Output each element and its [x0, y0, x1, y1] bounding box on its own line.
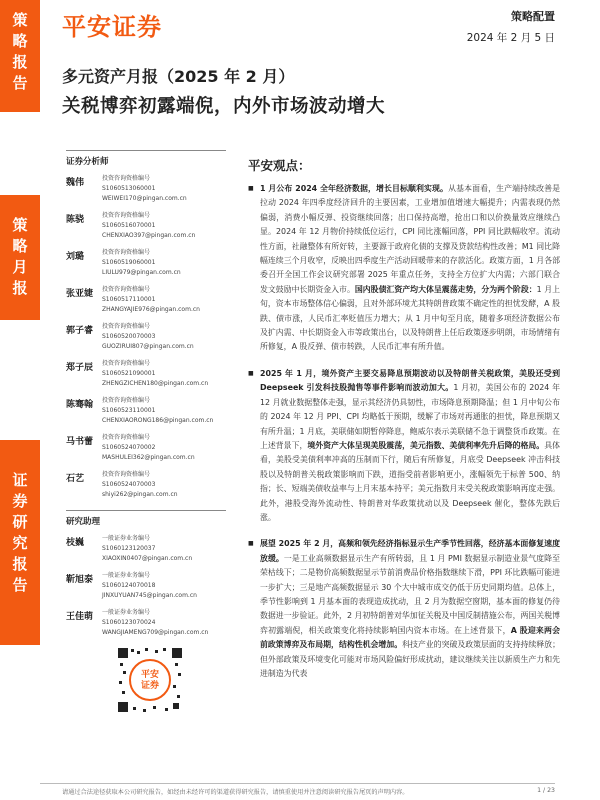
views-body — [248, 182, 560, 693]
analyst-id: S1060517110001 — [102, 296, 156, 303]
svg-text:证券: 证券 — [140, 681, 160, 691]
analyst-entry — [66, 285, 226, 315]
analyst-role: 投资咨询资格编号 — [102, 212, 151, 219]
analyst-info — [102, 285, 200, 315]
analyst-email: MASHULEI362@pingan.com.cn — [102, 454, 195, 461]
analyst-id: S1060516070001 — [102, 222, 156, 229]
analyst-name: 马书蕾 — [66, 437, 94, 447]
analyst-name: 石艺 — [66, 474, 85, 484]
analyst-id: S1060520070003 — [102, 333, 156, 340]
brand-logo: 平安证券 — [62, 13, 162, 41]
analyst-id: S1060523110001 — [102, 407, 156, 414]
view-key-point: 展望 2025 年 2 月，高频和领先经济指标显示生产季节性回落，经济基本面修复速度放缓。 — [260, 539, 560, 563]
sidebar-mid-label — [0, 215, 40, 299]
view-detail: 科技产业的突破及政策层面的支持持续释放；但外部政策及环境变化可能对市场风险偏好形成扰动，建议继续关注以新质生产力和先进制造为代表 — [260, 640, 560, 678]
view-detail: 1 月初，美国公布的 2024 年 12 月就业数据整体走强，显示其经济仍具韧性，市场降息预期降温；但 1 月中旬公布的 2024 年 12 月 PPI、CPI 均略低于预期，缓解了市场对再通胀的担忧，降息预期又有所升温；1 月底，美联储如期暂停降息，鲍威尔表示美联储不急于调整货币政策。在上述背景下， — [260, 383, 560, 450]
analyst-id: S1060123120037 — [102, 545, 156, 552]
analyst-email: LIULU979@pingan.com.cn — [102, 269, 181, 276]
analyst-email: CHENXIAO397@pingan.com.cn — [102, 232, 196, 239]
company-stamp — [115, 645, 185, 715]
analyst-id: S1060513060001 — [102, 185, 156, 192]
analyst-info — [102, 174, 187, 204]
report-series-title: 多元资产月报（2025 年 2 月） — [62, 67, 295, 86]
view-paragraph — [248, 367, 560, 525]
analyst-email: ZHANGYAJIE976@pingan.com.cn — [102, 306, 200, 313]
sidebar-mid-block — [0, 195, 40, 320]
analyst-email: shiyi262@pingan.com.cn — [102, 491, 178, 498]
analyst-entry — [66, 211, 226, 241]
view-key-point: A 股迎来两会前政策博弈及布局期，结构性机会增加。 — [260, 625, 560, 650]
footer-disclaimer: 请通过合法途径获取本公司研究报告，如经由未经许可的渠道获得研究报告，请慎重使用并注意阅读研究报告尾页的声明内容。 — [62, 789, 409, 796]
analyst-id: S1060521090001 — [102, 370, 156, 377]
view-detail: 1 月上旬，资本市场整体信心偏弱，且对外部环境尤其特朗普政策不确定性的担忧发酵，A 股跌、债市涨，人民币汇率贬值压力增大；从 1 月中旬至月底，随着多项经济数据公布及扩内需、中长期资金入市等政策出台，以及特朗普上任后政策逐步明朗，市场情绪有所修复，A 股反弹、债市转跌，人民币汇率有所升值。 — [260, 284, 560, 352]
sidebar-bottom-label — [0, 470, 40, 596]
analyst-name: 郭子睿 — [66, 326, 94, 336]
view-key-point: 境外资产大体呈现美股震荡，美元指数、美债利率先升后降的格局。 — [307, 440, 545, 450]
analyst-id: S1060524070002 — [102, 444, 156, 451]
analyst-info — [102, 534, 192, 564]
square-bullet-icon: ■ — [248, 369, 254, 377]
analyst-name: 魏伟 — [66, 178, 85, 188]
analyst-entry — [66, 608, 226, 638]
analyst-name: 郑子辰 — [66, 363, 94, 373]
analyst-name: 陈骁 — [66, 215, 85, 225]
analyst-name: 王佳萌 — [66, 612, 94, 622]
analyst-info — [102, 248, 181, 278]
analyst-info — [102, 433, 195, 463]
analyst-name: 陈骞翰 — [66, 400, 94, 410]
analyst-role: 一般证券业务编号 — [102, 572, 151, 579]
assistants-heading: 研究助理 — [66, 517, 101, 527]
analyst-role: 一般证券业务编号 — [102, 609, 151, 616]
sidebar-label-text: 证券研究报告 — [12, 471, 28, 594]
analyst-id: S1060124070018 — [102, 582, 156, 589]
analyst-role: 一般证券业务编号 — [102, 535, 151, 542]
analyst-id: S1060123070024 — [102, 619, 156, 626]
analyst-info — [102, 608, 208, 638]
analyst-entry — [66, 359, 226, 389]
assistant-list — [66, 534, 226, 638]
analyst-email: GUOZIRUI807@pingan.com.cn — [102, 343, 194, 350]
analyst-role: 投资咨询资格编号 — [102, 434, 151, 441]
sidebar-label-text: 策略月报 — [12, 216, 28, 297]
analyst-role: 投资咨询资格编号 — [102, 323, 151, 330]
analyst-role: 投资咨询资格编号 — [102, 471, 151, 478]
left-sidebar — [0, 0, 40, 800]
sidebar-bottom-block — [0, 440, 40, 645]
analyst-entry — [66, 571, 226, 601]
analyst-name: 张亚婕 — [66, 289, 94, 299]
square-bullet-icon: ■ — [248, 540, 254, 548]
analyst-email: XIAOXIN0407@pingan.com.cn — [102, 555, 193, 562]
analyst-info — [102, 571, 197, 601]
analyst-name: 枝巍 — [66, 538, 85, 548]
analyst-email: CHENXIAORONG186@pingan.com.cn — [102, 417, 214, 424]
analyst-list — [66, 174, 226, 500]
view-key-point: 1 月公布 2024 全年经济数据，增长目标顺利实现。 — [260, 184, 449, 193]
analyst-entry — [66, 534, 226, 564]
analyst-id: S1060519060001 — [102, 259, 156, 266]
report-title: 关税博弈初露端倪，内外市场波动增大 — [62, 96, 386, 117]
analyst-name: 刘璐 — [66, 252, 85, 262]
view-detail: 一是工业高频数据显示生产有所转弱，且 1 月 PMI 数据显示制造业景气度降至荣枯线下；二是物价高频数据显示节前消费品价格指数继续下滑，PPI 环比跌幅可能进一步扩大；三是地产高频数据显示 30 个大中城市成交仍低于历史同期均值。总体上，季节性影响到 1 月基本面的表现造成扰动，且 2 月为数据空窗期，基本面的修复仍待数据进一步验证。此外，2 月初特朗普对华加征关税及中国反制措施公布，两国关税博弈初露端倪，相关政策变化将持续影响国内资本市场。在上述背景下， — [260, 553, 560, 635]
page-number: 1 / 23 — [537, 787, 555, 794]
analyst-role: 投资咨询资格编号 — [102, 360, 151, 367]
svg-text:平安: 平安 — [140, 670, 160, 680]
analyst-info — [102, 211, 195, 241]
analyst-name: 靳旭泰 — [66, 575, 94, 585]
view-paragraph-text — [260, 537, 560, 681]
analyst-info — [102, 396, 213, 426]
view-paragraph-text — [260, 182, 560, 355]
analyst-entry — [66, 322, 226, 352]
sidebar-top-block — [0, 0, 40, 112]
analyst-entry — [66, 470, 226, 500]
square-bullet-icon: ■ — [248, 185, 254, 192]
analysts-heading: 证券分析师 — [66, 157, 109, 167]
view-key-point: 2025 年 1 月，境外资产主要交易降息预期波动以及特朗普关税政策，美股还受到 Deepseek 引发科技股抛售等事件影响而波动加大。 — [260, 368, 560, 393]
view-key-point: 国内股债汇资产均大体呈震荡走势，分为两个阶段： — [354, 284, 537, 294]
analyst-email: ZHENGZICHEN180@pingan.com.cn — [102, 380, 209, 387]
view-detail: 从基本面看，生产端持续改善是拉动 2024 年四季度经济回升的主要因素，工业增加值增速大幅提升；内需表现仍然偏弱，消费小幅反弹、投资继续回落；出口保持高增，抢出口和以价换量效应继续凸显。2024 年 12 月物价持续低位运行，CPI 同比涨幅回落，PPI 同比跌幅收窄。流动性方面，社融整体有所好转，主要源于政府化债的支撑及贷款结构性改善；M1 同比降幅连续三个月收窄，反映出四季度生产活动回暖带来的存款活化。政策方面，1 月各部委召开全国工作会议研究部署 2025 年重点任务，支持全方位扩大内需；六部门联合发文鼓励中长期资金入市。 — [260, 184, 560, 294]
analyst-info — [102, 322, 194, 352]
report-date: 2024 年 2 月 5 日 — [466, 32, 555, 44]
analyst-entry — [66, 396, 226, 426]
doc-type: 策略配置 — [511, 10, 555, 23]
analyst-email: WANGJIAMENG709@pingan.com.cn — [102, 629, 209, 636]
analyst-email: WEIWEI170@pingan.com.cn — [102, 195, 187, 202]
analyst-role: 投资咨询资格编号 — [102, 286, 151, 293]
sidebar-top-label — [0, 10, 40, 94]
view-paragraph — [248, 537, 560, 681]
analyst-id: S1060524070003 — [102, 481, 156, 488]
analyst-role: 投资咨询资格编号 — [102, 249, 151, 256]
views-heading: 平安观点： — [248, 158, 311, 173]
view-paragraph-text — [260, 367, 560, 525]
analyst-role: 投资咨询资格编号 — [102, 397, 151, 404]
sidebar-label-text: 策略报告 — [12, 11, 28, 92]
view-paragraph — [248, 182, 560, 355]
view-detail: 具体看，美股受美债利率冲高的压制而下行，随后有所修复，月底受 Deepseek 冲击科技股以及特朗普关税政策影响而下跌，道指受前者影响更小，涨幅领先于标普 500、纳指；长、短端美债收益率与上月末基本持平；美元指数月末受关税政策影响再度走强。此外，港股受海外流动性、特朗普对华政策扰动以及 Deepseek 催化，整体先跌后涨。 — [260, 440, 560, 522]
analyst-info — [102, 470, 178, 500]
analyst-column — [66, 150, 226, 638]
analyst-entry — [66, 433, 226, 463]
footer-divider — [40, 783, 555, 784]
analyst-entry — [66, 248, 226, 278]
analyst-role: 投资咨询资格编号 — [102, 175, 151, 182]
analyst-entry — [66, 174, 226, 204]
analyst-info — [102, 359, 208, 389]
analyst-email: JINXUYUAN745@pingan.com.cn — [102, 592, 197, 599]
